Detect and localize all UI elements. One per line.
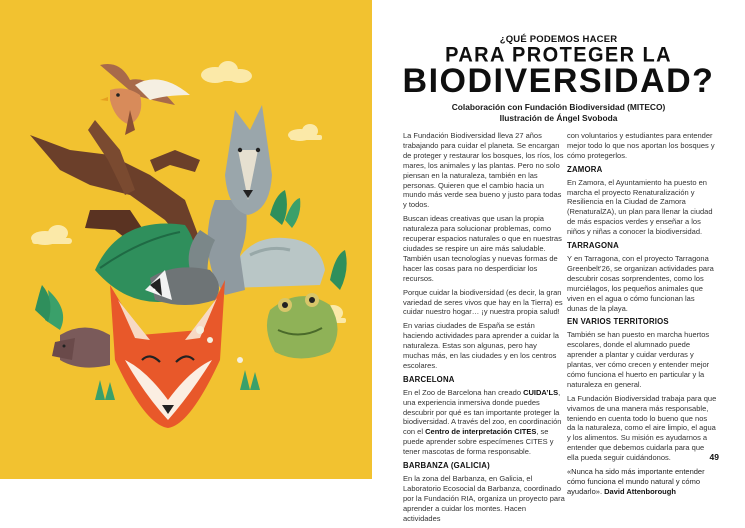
quote-author: David Attenborough bbox=[604, 486, 676, 496]
paragraph: con voluntarios y estudiantes para entender mejor todo lo que nos aportan los bosques y cómo protegerlos. bbox=[567, 131, 715, 160]
bold-text: CUIDA’LS bbox=[523, 387, 559, 397]
leaf-icon bbox=[35, 285, 63, 330]
article-kicker: ¿QUÉ PODEMOS HACER bbox=[499, 34, 618, 45]
paragraph: Buscan ideas creativas que usan la propia naturaleza para solucionar problemas, como recuperar espacios naturales o que en nuestras ciudades se respire un aire más saludable. También usan tecnologías y nuevas formas de hacer las cosas para no desperdiciar los recursos. bbox=[403, 214, 562, 283]
section-heading-territorios: EN VARIOS TERRITORIOS bbox=[567, 317, 669, 327]
paragraph: En la zona del Barbanza, en Galicia, el Laboratorio Ecosocial da Barbanza, coordinado por la Fundación RIA, organiza un proyecto para aprender a cuidar los montes. Hacen actividades bbox=[403, 474, 565, 523]
paragraph: Porque cuidar la biodiversidad (es decir, la gran variedad de seres vivos que hay en la Tierra) es cuidar nuestro hogar… ¡y nuestra propia salud! bbox=[403, 287, 563, 317]
text-span: , una experiencia inmersiva donde puedes descubrir por qué es tan importante proteger la biodiversidad. A través del zoo, en coordinación con el bbox=[403, 387, 562, 437]
illustration-credit: Ilustración de Ángel Svoboda bbox=[499, 113, 618, 123]
paragraph: La Fundación Biodiversidad trabaja para que vivamos de una manera más responsable, teniendo en cuenta todo lo bueno que nos da la naturaleza, como el aire limpio, el agua y los alimentos. Su misión es ayudarnos a entender que debemos cuidarla para que ella pueda seguir cuidándonos. bbox=[567, 393, 717, 463]
section-heading-zamora: ZAMORA bbox=[567, 164, 603, 174]
page-number: 49 bbox=[709, 452, 719, 462]
quote bbox=[567, 467, 717, 497]
quote-text: «Nunca ha sido más importante entender cómo funciona el mundo natural y cómo ayudarlo». bbox=[567, 467, 705, 496]
leaf-icon bbox=[270, 190, 300, 228]
article-title-line1: PARA PROTEGER LA bbox=[445, 43, 672, 67]
text-column-left bbox=[403, 131, 565, 528]
bold-text: Centro de interpretación CITES bbox=[425, 427, 537, 437]
rock bbox=[230, 238, 325, 288]
paragraph: La Fundación Biodiversidad lleva 27 años trabajando para cuidar el planeta. Se encargan de proteger y restaurar los bosques, los ríos, los mares, los animales y las plantas. Pero no solo piensan en la naturaleza, también en las personas. Quieren que el cambio hacia un mundo más verde sea bueno y justo para todas y todos. bbox=[403, 131, 564, 210]
article-title-line2: BIODIVERSIDAD? bbox=[402, 62, 715, 100]
boar-illustration bbox=[52, 328, 110, 368]
paragraph: En Zamora, el Ayuntamiento ha puesto en marcha el proyecto Renaturalización y Resiliencia en la Ciudad de Zamora (RenaturalZA), un plan para llenar la ciudad de más espacios verdes y enseñar a los niños y niñas a conocer la biodiversidad. bbox=[567, 177, 713, 237]
cloud-icon bbox=[288, 124, 322, 141]
bird-illustration bbox=[100, 64, 190, 135]
collaboration-credit: Colaboración con Fundación Biodiversidad (MITECO) bbox=[451, 102, 666, 112]
article-page bbox=[372, 0, 745, 523]
paragraph-barcelona bbox=[403, 388, 565, 457]
paragraph: Y en Tarragona, con el proyecto Tarragona Greenbelt’26, se organizan actividades para descubrir cosas sorprendentes, como los murciélagos, los pequeños animales que viven en el agua o cómo funcionan las dunas de la playa. bbox=[567, 253, 714, 313]
biodiversity-illustration bbox=[0, 0, 372, 479]
text-column-right bbox=[567, 131, 717, 501]
frog-illustration bbox=[267, 293, 338, 359]
paragraph: En varias ciudades de España se están haciendo actividades para aprender a cuidar la naturaleza. Estas son algunas, pero hay muchas más, en las ciudades y en los centros escolares. bbox=[403, 321, 559, 370]
cloud-icon bbox=[31, 225, 72, 245]
section-heading-barbanza: BARBANZA (GALICIA) bbox=[403, 461, 490, 471]
leaf-icon bbox=[330, 250, 347, 290]
section-heading-tarragona: TARRAGONA bbox=[567, 241, 619, 251]
text-span: En el Zoo de Barcelona han creado bbox=[403, 387, 524, 397]
cloud-icon bbox=[201, 61, 252, 83]
section-heading-barcelona: BARCELONA bbox=[403, 374, 455, 384]
text-span: , se puede aprender sobre especímenes CITES y tener mascotas de forma responsable. bbox=[403, 427, 554, 457]
paragraph: También se han puesto en marcha huertos escolares, donde el alumnado puede aprender a plantar y cuidar verduras y plantas, ver cómo crecen y entender mejor cómo funciona el huerto en particular y la naturaleza en general. bbox=[567, 330, 710, 389]
